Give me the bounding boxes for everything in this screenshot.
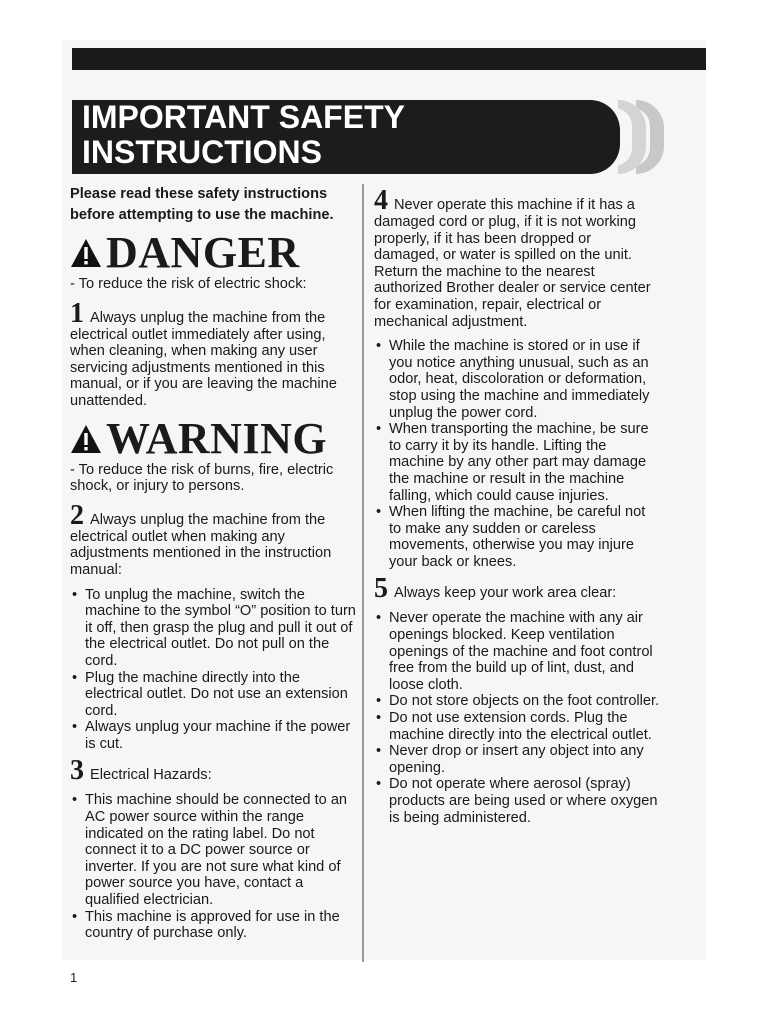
instruction-number: 1 [70,297,84,329]
instruction-number: 4 [374,185,388,216]
instruction-3-bullets [70,792,356,941]
instruction-4 [374,185,660,330]
warning-label: WARNING [106,413,328,463]
instruction-text: Always unplug the machine from the electrical outlet immediately after using, when cleaning, when making any user servicing adjustments mentioned in this manual, or if you are leaving the machine unattended. [70,309,337,409]
instruction-5-bullets [374,610,660,826]
column-divider [362,184,364,962]
title-line-2: INSTRUCTIONS [82,134,322,170]
bullet-item: • Never drop or insert any object into any opening. [374,743,660,776]
bullet-item: • Do not use extension cords. Plug the machine directly into the electrical outlet. [374,710,660,743]
instruction-number: 5 [374,573,388,605]
page-title [82,100,602,170]
instruction-text: Always unplug the machine from the electrical outlet when making any adjustments mentioned in the instruction manual: [70,511,332,578]
bullet-item: • This machine should be connected to an AC power source within the range indicated on the rating label. Do not connect it to a DC power source or inverter. If you are not sure what kind of power source you have, contact a qualified electrician. [70,792,356,908]
danger-note: - To reduce the risk of electric shock: [70,276,307,292]
danger-heading [70,228,356,277]
right-column [374,185,660,832]
warning-triangle-icon [70,238,102,268]
bullet-item: • While the machine is stored or in use if you notice anything unusual, such as an odor, heat, discoloration or deformation, stop using the machine and immediately unplug the power cord. [374,338,660,421]
instruction-2-bullets [70,587,356,753]
instruction-text: Never operate this machine if it has a damaged cord or plug, if it is not working properly, if it has been dropped or damaged, or water is spilled on the unit. Return the machine to the nearest authorized Brother dealer or service center for examination, repair, electrical or mechanical adjustment. [374,197,651,330]
left-column [70,184,356,948]
bullet-item: • When lifting the machine, be careful not to make any sudden or careless movements, otherwise you may injure your back or knees. [374,504,660,570]
bullet-item: • To unplug the machine, switch the machine to the symbol “O” position to turn it off, then grasp the plug and pull it out of the electrical outlet. Do not pull on the cord. [70,587,356,670]
title-line-1: IMPORTANT SAFETY [82,99,405,135]
bullet-item: • When transporting the machine, be sure to carry it by its handle. Lifting the machine by any other part may damage the machine or result in the machine falling, which could cause injuries. [374,421,660,504]
instruction-number: 3 [70,755,84,787]
instruction-text: Always keep your work area clear: [394,585,617,602]
danger-label: DANGER [106,228,300,277]
page-number: 1 [70,970,78,985]
bullet-item: • Never operate the machine with any air openings blocked. Keep ventilation openings of the machine and foot control free from the build up of lint, dust, and loose cloth. [374,610,660,693]
header-bar [72,48,706,70]
bullet-item: • Plug the machine directly into the electrical outlet. Do not use an extension cord. [70,670,356,720]
warning-triangle-icon [70,424,102,454]
instruction-2 [70,499,356,579]
instruction-3 [70,755,356,787]
bullet-item: • Do not store objects on the foot controller. [374,693,660,710]
instruction-number: 2 [70,499,84,531]
bullet-item: • Do not operate where aerosol (spray) products are being used or where oxygen is being administered. [374,776,660,826]
instruction-4-bullets [374,338,660,570]
bullet-item: • Always unplug your machine if the power is cut. [70,719,356,752]
instruction-5 [374,573,660,605]
instruction-1 [70,297,356,410]
intro-text: Please read these safety instructions before attempting to use the machine. [70,186,334,223]
bullet-item: • This machine is approved for use in the country of purchase only. [70,909,356,942]
instruction-text: Electrical Hazards: [90,767,212,784]
warning-note: - To reduce the risk of burns, fire, electric shock, or injury to persons. [70,461,334,495]
warning-heading [70,413,356,463]
